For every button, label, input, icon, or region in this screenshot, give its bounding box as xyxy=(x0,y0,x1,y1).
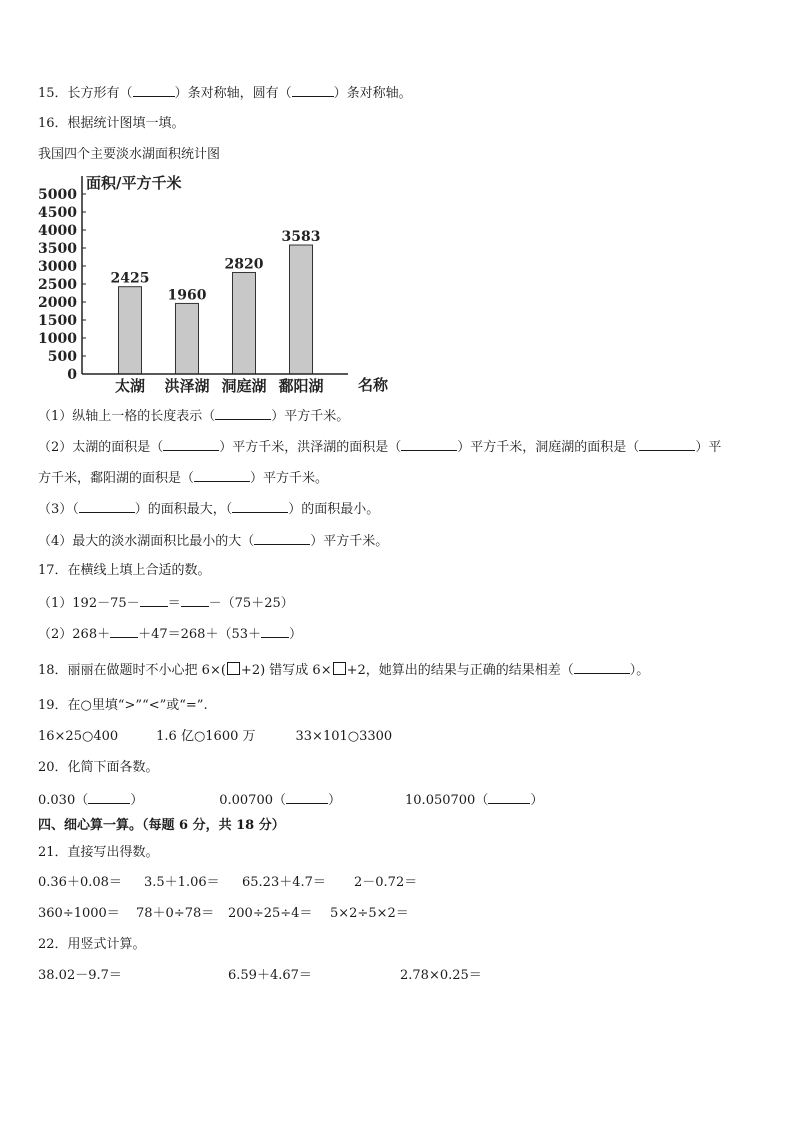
calc-item: 2.78×0.25＝ xyxy=(400,968,482,983)
q21-row-2 xyxy=(38,905,409,923)
question-number: 19． xyxy=(38,698,68,713)
x-axis-title: 名称 xyxy=(358,376,389,394)
calc-item: 360÷1000＝ xyxy=(38,906,120,921)
bar xyxy=(119,287,142,374)
q22-items xyxy=(38,967,482,985)
q16-sub-2: （2）太湖的面积是（ ）平方千米，洪泽湖的面积是（ ）平方千米，洞庭湖的面积是（ ）平 xyxy=(38,437,721,457)
answer-blank[interactable] xyxy=(574,660,630,674)
q20-items: 0.030（ ） 0.00700（ ） 10.050700（ ） xyxy=(38,790,543,810)
bar-chart xyxy=(30,168,410,400)
y-axis-title: 面积/平方千米 xyxy=(86,174,182,192)
bar xyxy=(233,272,256,374)
answer-blank[interactable] xyxy=(88,790,130,804)
q21-row-1 xyxy=(38,874,417,892)
calc-item: 78＋0÷78＝ xyxy=(136,906,215,921)
question-20: 20．化简下面各数。 xyxy=(38,760,159,775)
question-number: 17． xyxy=(38,563,68,578)
q16-sub-2-cont: 方千米，鄱阳湖的面积是（ ）平方千米。 xyxy=(38,468,328,488)
y-tick-label: 3000 xyxy=(38,259,77,275)
q16-sub-1: （1）纵轴上一格的长度表示（ ）平方千米。 xyxy=(38,406,349,426)
calc-item: 2－0.72＝ xyxy=(354,875,418,890)
category-label: 鄱阳湖 xyxy=(278,377,324,395)
calc-item: 6.59＋4.67＝ xyxy=(228,968,312,983)
answer-blank[interactable] xyxy=(140,593,168,607)
question-16: 16．根据统计图填一填。 xyxy=(38,116,185,131)
data-label: 3583 xyxy=(281,229,321,246)
q16-sub-4: （4）最大的淡水湖面积比最小的大（ ）平方千米。 xyxy=(38,531,388,551)
answer-blank[interactable] xyxy=(639,437,695,451)
compare-item[interactable]: 1.6 亿○1600 万 xyxy=(156,729,256,744)
q16-sub-3: （3）（ ）的面积最大，（ ）的面积最小。 xyxy=(38,499,379,519)
data-label: 1960 xyxy=(167,287,207,304)
question-number: 20． xyxy=(38,760,68,775)
question-22: 22．用竖式计算。 xyxy=(38,937,146,952)
y-tick-label: 2500 xyxy=(38,277,77,293)
y-tick-label: 4000 xyxy=(38,223,77,239)
category-label: 洪泽湖 xyxy=(164,377,210,395)
question-number: 16． xyxy=(38,116,68,131)
answer-blank[interactable] xyxy=(286,790,328,804)
calc-item: 0.36＋0.08＝ xyxy=(38,875,122,890)
answer-blank[interactable] xyxy=(254,531,310,545)
chart-title: 我国四个主要淡水湖面积统计图 xyxy=(38,147,221,162)
category-label: 太湖 xyxy=(114,377,146,395)
question-21: 21．直接写出得数。 xyxy=(38,845,159,860)
compare-item[interactable]: 33×101○3300 xyxy=(295,729,393,744)
question-15: 15．长方形有（ ）条对称轴，圆有（ ）条对称轴。 xyxy=(38,83,412,103)
calc-item: 38.02－9.7＝ xyxy=(38,968,122,983)
question-number: 15． xyxy=(38,86,68,101)
y-tick-label: 0 xyxy=(67,367,77,383)
answer-blank[interactable] xyxy=(261,624,289,638)
bar xyxy=(176,303,199,374)
answer-blank[interactable] xyxy=(110,624,138,638)
section-title: 四、细心算一算。（每题 6 分，共 18 分） xyxy=(38,818,285,833)
question-number: 22． xyxy=(38,937,68,952)
question-18: 18．丽丽在做题时不小心把 6×( +2) 错写成 6× +2，她算出的结果与正确的结果相差（ ）。 xyxy=(38,660,649,680)
question-number: 21． xyxy=(38,845,68,860)
y-tick-label: 4500 xyxy=(38,205,77,221)
box-placeholder xyxy=(333,662,346,675)
answer-blank[interactable] xyxy=(163,437,219,451)
answer-blank[interactable] xyxy=(79,499,135,513)
bar xyxy=(290,245,313,374)
q19-items xyxy=(38,728,392,746)
answer-blank[interactable] xyxy=(401,437,457,451)
data-label: 2820 xyxy=(224,256,264,273)
answer-blank[interactable] xyxy=(292,83,334,97)
y-tick-label: 3500 xyxy=(38,241,77,257)
compare-item[interactable]: 16×25○400 xyxy=(38,729,119,744)
calc-item: 5×2÷5×2＝ xyxy=(330,906,409,921)
question-19: 19．在○里填“>”“<”或“=”. xyxy=(38,698,208,713)
answer-blank[interactable] xyxy=(215,406,271,420)
answer-blank[interactable] xyxy=(488,790,530,804)
answer-blank[interactable] xyxy=(133,83,175,97)
y-tick-label: 500 xyxy=(47,349,77,365)
y-tick-label: 5000 xyxy=(38,187,77,203)
calc-item: 200÷25÷4＝ xyxy=(228,906,313,921)
y-tick-label: 1000 xyxy=(38,331,77,347)
category-label: 洞庭湖 xyxy=(221,377,267,395)
y-tick-label: 1500 xyxy=(38,313,77,329)
q17-line-2: （2）268＋ ＋47＝268＋（53＋ ） xyxy=(38,624,302,644)
answer-blank[interactable] xyxy=(181,593,209,607)
answer-blank[interactable] xyxy=(194,468,250,482)
box-placeholder xyxy=(227,662,240,675)
question-number: 18． xyxy=(38,663,68,678)
data-label: 2425 xyxy=(110,270,150,287)
y-tick-label: 2000 xyxy=(38,295,77,311)
question-17: 17．在横线上填上合适的数。 xyxy=(38,563,211,578)
calc-item: 65.23＋4.7＝ xyxy=(242,875,326,890)
answer-blank[interactable] xyxy=(232,499,288,513)
calc-item: 3.5＋1.06＝ xyxy=(144,875,220,890)
q17-line-1: （1）192－75－ ＝ －（75＋25） xyxy=(38,593,294,613)
